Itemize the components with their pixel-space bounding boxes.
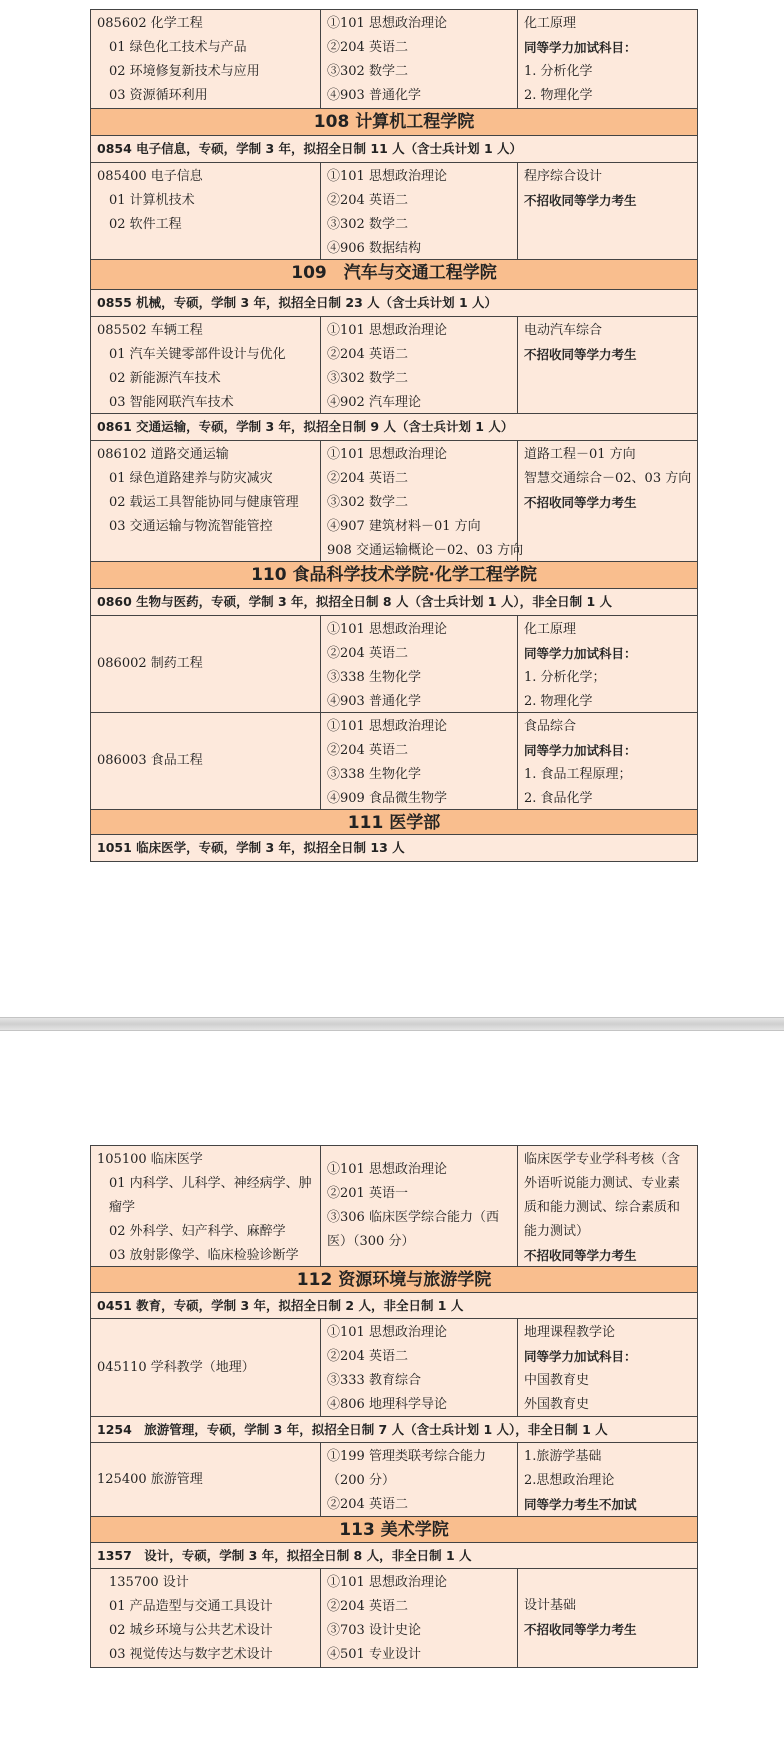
table-row — [91, 10, 697, 109]
exam-subjects-cell — [321, 317, 518, 413]
retest-subject: 道路工程－01 方向 — [524, 447, 636, 462]
college-header: 111 医学部 — [91, 810, 697, 835]
exam-subject: ④501 专业设计 — [327, 1647, 421, 1662]
direction: 03 资源循环利用 — [109, 88, 208, 103]
program-code: 086002 制药工程 — [97, 656, 203, 671]
college-header: 112 资源环境与旅游学院 — [91, 1267, 697, 1293]
direction: 01 产品造型与交通工具设计 — [109, 1599, 273, 1614]
extra-subject: 1. 分析化学 — [524, 64, 593, 79]
exam-subject: ③338 生物化学 — [327, 670, 421, 685]
direction: 01 绿色化工技术与产品 — [109, 40, 247, 55]
exam-subjects-cell — [321, 1319, 518, 1416]
direction: 02 新能源汽车技术 — [109, 371, 221, 386]
major-header: 0854 电子信息，专硕，学制 3 年，拟招全日制 11 人（含士兵计划 1 人） — [91, 136, 697, 163]
program-code: 105100 临床医学 — [97, 1152, 203, 1167]
exam-subject: ③302 数学二 — [327, 64, 408, 79]
exam-subject: ④909 食品微生物学 — [327, 791, 447, 806]
exam-subject: ②201 英语一 — [327, 1186, 408, 1201]
program-cell — [91, 713, 321, 809]
equivalent-note: 同等学力加试科目： — [524, 1349, 637, 1364]
extra-subject: 外国教育史 — [524, 1397, 590, 1412]
program-code: 086102 道路交通运输 — [97, 447, 229, 462]
table-row — [91, 616, 697, 713]
direction: 02 城乡环境与公共艺术设计 — [109, 1623, 273, 1638]
exam-subject: ③306 临床医学综合能力（西医）（300 分） — [327, 1210, 499, 1249]
program-cell — [91, 163, 321, 259]
retest-subject: 电动汽车综合 — [524, 323, 603, 338]
exam-subject: ①101 思想政治理论 — [327, 447, 447, 462]
exam-subjects-cell — [321, 441, 524, 561]
exam-subject: ③302 数学二 — [327, 371, 408, 386]
equivalent-note: 不招收同等学力考生 — [524, 495, 637, 510]
extra-subject: 2. 物理化学 — [524, 694, 593, 709]
retest-subject: 食品综合 — [524, 719, 577, 734]
equivalent-note: 不招收同等学力考生 — [524, 1248, 637, 1263]
page-two — [0, 1031, 784, 1754]
major-header: 0861 交通运输，专硕，学制 3 年，拟招全日制 9 人（含士兵计划 1 人） — [91, 414, 697, 441]
exam-subject: ①101 思想政治理论 — [327, 169, 447, 184]
table-row — [91, 163, 697, 260]
exam-subject: ①199 管理类联考综合能力（200 分） — [327, 1449, 486, 1488]
major-header: 0451 教育，专硕，学制 3 年，拟招全日制 2 人，非全日制 1 人 — [91, 1293, 697, 1319]
exam-subject: ④907 建筑材料－01 方向 — [327, 519, 481, 534]
retest-subject: 地理课程教学论 — [524, 1325, 616, 1340]
exam-subject: ②204 英语二 — [327, 1599, 408, 1614]
exam-subjects-cell — [321, 1443, 518, 1516]
exam-subject: ①101 思想政治理论 — [327, 16, 447, 31]
major-header: 1051 临床医学，专硕，学制 3 年，拟招全日制 13 人 — [91, 835, 697, 861]
college-header: 110 食品科学技术学院·化学工程学院 — [91, 562, 697, 589]
program-cell — [91, 1443, 321, 1516]
exam-subject: ①101 思想政治理论 — [327, 1162, 447, 1177]
exam-subject: ②204 英语二 — [327, 1349, 408, 1364]
exam-subject: ②204 英语二 — [327, 1497, 408, 1512]
program-cell — [91, 317, 321, 413]
direction: 01 汽车关键零部件设计与优化 — [109, 347, 286, 362]
major-header: 1254 旅游管理，专硕，学制 3 年，拟招全日制 7 人（含士兵计划 1 人），非全日制 1 人 — [91, 1417, 697, 1443]
retest-cell — [518, 441, 697, 561]
retest-subject: 化工原理 — [524, 16, 577, 31]
college-header: 108 计算机工程学院 — [91, 109, 697, 136]
table-row — [91, 1569, 697, 1667]
retest-cell — [518, 10, 697, 108]
exam-subject: ①101 思想政治理论 — [327, 323, 447, 338]
exam-subjects-cell — [321, 163, 518, 259]
direction: 02 软件工程 — [109, 217, 182, 232]
exam-subject: ①101 思想政治理论 — [327, 1575, 447, 1590]
equivalent-note: 不招收同等学力考生 — [524, 193, 637, 208]
exam-subject: ④906 数据结构 — [327, 241, 421, 256]
direction: 01 内科学、儿科学、神经病学、肿瘤学 — [109, 1176, 312, 1215]
exam-subject: ②204 英语二 — [327, 646, 408, 661]
exam-subject: ④902 汽车理论 — [327, 395, 421, 410]
extra-subject: 1. 食品工程原理； — [524, 767, 632, 782]
equivalent-note: 不招收同等学力考生 — [524, 347, 637, 362]
retest-subject: 设计基础 — [524, 1598, 577, 1613]
page-break — [0, 1017, 784, 1031]
program-cell — [91, 441, 321, 561]
direction: 03 放射影像学、临床检验诊断学 — [109, 1248, 299, 1263]
extra-subject: 2. 食品化学 — [524, 791, 593, 806]
exam-subject: ③302 数学二 — [327, 217, 408, 232]
exam-subject: ④903 普通化学 — [327, 88, 421, 103]
exam-subject: ②204 英语二 — [327, 193, 408, 208]
direction: 02 外科学、妇产科学、麻醉学 — [109, 1224, 286, 1239]
exam-subject: ③703 设计史论 — [327, 1623, 421, 1638]
program-code: 085502 车辆工程 — [97, 323, 203, 338]
direction: 02 载运工具智能协同与健康管理 — [109, 495, 299, 510]
retest-cell — [518, 163, 697, 259]
exam-subject: ②204 英语二 — [327, 743, 408, 758]
exam-subject: ④806 地理科学导论 — [327, 1397, 447, 1412]
exam-subject: ①101 思想政治理论 — [327, 1325, 447, 1340]
retest-cell — [518, 616, 697, 712]
catalog-table-page-one — [90, 9, 698, 862]
program-code: 086003 食品工程 — [97, 753, 203, 768]
program-code: 085602 化学工程 — [97, 16, 203, 31]
retest-subject: 程序综合设计 — [524, 169, 603, 184]
catalog-table-page-two — [90, 1145, 698, 1668]
equivalent-note: 不招收同等学力考生 — [524, 1622, 637, 1637]
program-cell — [91, 616, 321, 712]
program-code: 045110 学科教学（地理） — [97, 1359, 255, 1375]
table-row — [91, 1443, 697, 1517]
extra-subject: 2. 物理化学 — [524, 88, 593, 103]
direction: 01 绿色道路建养与防灾减灾 — [109, 471, 273, 486]
retest-cell — [518, 713, 697, 809]
equivalent-note: 同等学力加试科目： — [524, 743, 637, 758]
table-row — [91, 713, 697, 810]
program-cell — [91, 1146, 321, 1266]
program-cell — [91, 10, 321, 108]
exam-subjects-cell — [321, 713, 518, 809]
major-header: 0860 生物与医药，专硕，学制 3 年，拟招全日制 8 人（含士兵计划 1 人），非全日制 1 人 — [91, 589, 697, 616]
exam-subject: ③333 教育综合 — [327, 1373, 421, 1388]
retest-subject: 临床医学专业学科考核（含外语听说能力测试、专业素质和能力测试、综合素质和能力测试） — [524, 1152, 681, 1239]
college-header: 109 汽车与交通工程学院 — [91, 260, 697, 290]
retest-subject: 1.旅游学基础 — [524, 1449, 602, 1464]
direction: 03 视觉传达与数字艺术设计 — [109, 1647, 273, 1662]
equivalent-note: 同等学力加试科目： — [524, 646, 637, 661]
exam-subject: ④903 普通化学 — [327, 694, 421, 709]
exam-subjects-cell — [321, 1569, 518, 1667]
equivalent-note: 同等学力考生不加试 — [524, 1497, 637, 1512]
exam-subject: ②204 英语二 — [327, 40, 408, 55]
extra-subject: 中国教育史 — [524, 1373, 590, 1388]
exam-subjects-cell — [321, 1146, 518, 1266]
exam-subject: ①101 思想政治理论 — [327, 719, 447, 734]
table-row — [91, 441, 697, 562]
direction: 03 智能网联汽车技术 — [109, 395, 234, 410]
exam-subject: 908 交通运输概论－02、03 方向 — [327, 543, 524, 558]
equivalent-note: 同等学力加试科目： — [524, 40, 637, 55]
exam-subject: ②204 英语二 — [327, 347, 408, 362]
retest-cell — [518, 1319, 697, 1416]
retest-subject: 智慧交通综合－02、03 方向 — [524, 471, 692, 486]
college-header: 113 美术学院 — [91, 1517, 697, 1543]
direction: 03 交通运输与物流智能管控 — [109, 519, 273, 534]
retest-subject: 2.思想政治理论 — [524, 1473, 615, 1488]
retest-cell — [518, 1443, 697, 1516]
exam-subject: ③338 生物化学 — [327, 767, 421, 782]
exam-subjects-cell — [321, 10, 518, 108]
exam-subject: ①101 思想政治理论 — [327, 622, 447, 637]
extra-subject: 1. 分析化学； — [524, 670, 606, 685]
program-code: 135700 设计 — [109, 1575, 189, 1590]
direction: 02 环境修复新技术与应用 — [109, 64, 260, 79]
table-row — [91, 317, 697, 414]
program-cell — [91, 1569, 321, 1667]
retest-cell — [518, 1146, 697, 1266]
retest-subject: 化工原理 — [524, 622, 577, 637]
table-row — [91, 1319, 697, 1417]
exam-subject: ②204 英语二 — [327, 471, 408, 486]
retest-cell — [518, 317, 697, 413]
retest-cell — [518, 1569, 697, 1667]
major-header: 0855 机械，专硕，学制 3 年，拟招全日制 23 人（含士兵计划 1 人） — [91, 290, 697, 317]
program-code: 125400 旅游管理 — [97, 1471, 203, 1487]
program-cell — [91, 1319, 321, 1416]
major-header: 1357 设计，专硕，学制 3 年，拟招全日制 8 人，非全日制 1 人 — [91, 1543, 697, 1569]
direction: 01 计算机技术 — [109, 193, 195, 208]
exam-subjects-cell — [321, 616, 518, 712]
table-row — [91, 1146, 697, 1267]
exam-subject: ③302 数学二 — [327, 495, 408, 510]
program-code: 085400 电子信息 — [97, 169, 203, 184]
